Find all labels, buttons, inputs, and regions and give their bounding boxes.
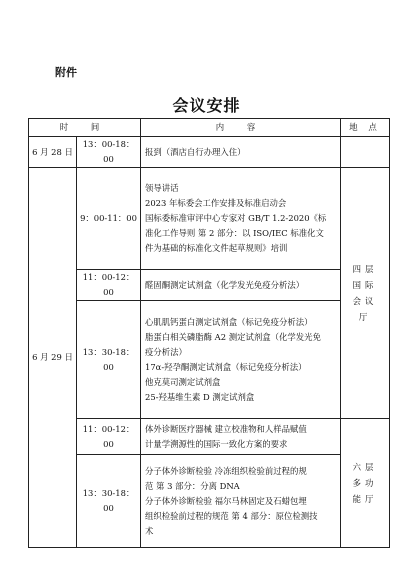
content-cell xyxy=(141,270,341,301)
table-row xyxy=(29,137,390,168)
content-line: 计量学溯源性的国际一致化方案的要求 xyxy=(145,438,288,449)
content-line: 疫分析法） xyxy=(145,346,187,357)
content-line: 国标委标准审评中心专家对 GB/T 1.2-2020《标 xyxy=(145,213,327,223)
content-line: 体外诊断医疗器械 建立校准物和人样品赋值 xyxy=(145,423,307,434)
content-line: 脂蛋白相关磷脂酶 A2 测定试剂盒（化学发光免 xyxy=(145,331,321,342)
time-cell: 11：00-12：00 xyxy=(77,419,141,455)
content-line: 领导讲话 xyxy=(145,183,179,193)
content-line: 分子体外诊断检验 福尔马林固定及石蜡包埋 xyxy=(145,495,307,506)
table-header-row xyxy=(29,119,390,137)
schedule-table xyxy=(28,118,390,548)
content-line: 25-羟基维生素 D 测定试剂盒 xyxy=(145,391,255,402)
place-cell: 六层多功能厅 xyxy=(341,419,390,548)
time-cell: 13：00-18：00 xyxy=(77,137,141,168)
time-cell: 11：00-12：00 xyxy=(77,270,141,301)
page-title: 会议安排 xyxy=(172,96,241,115)
content-line: 术 xyxy=(145,525,154,536)
content-line: 17α-羟孕酮测定试剂盒（标记免疫分析法） xyxy=(145,361,307,372)
content-line: 他克莫司测定试剂盒 xyxy=(145,376,221,387)
content-line: 件为基础的标准化文件起草规则》培训 xyxy=(145,243,288,253)
content-line: 范 第 3 部分：分离 DNA xyxy=(145,480,240,491)
content-line: 组织检验前过程的规范 第 4 部分：原位检测技 xyxy=(145,510,318,521)
content-line: 分子体外诊断检验 冷冻组织检验前过程的规 xyxy=(145,465,307,476)
content-line: 2023 年标委会工作安排及标准启动会 xyxy=(145,198,287,208)
table-row xyxy=(29,455,390,548)
time-cell: 13：30-18：00 xyxy=(77,455,141,548)
content-cell xyxy=(141,301,341,419)
header-place: 地 点 xyxy=(341,119,390,137)
header-content: 内 容 xyxy=(141,119,341,137)
table-row xyxy=(29,419,390,455)
header-time: 时 间 xyxy=(29,119,141,137)
content-cell xyxy=(141,137,341,168)
attachment-label: 附件 xyxy=(55,66,77,79)
table-row xyxy=(29,270,390,301)
time-cell: 9：00-11：00 xyxy=(77,168,141,270)
place-cell: 四层国际会议厅 xyxy=(341,168,390,419)
content-line: 心肌肌钙蛋白测定试剂盒（标记免疫分析法） xyxy=(145,316,313,327)
time-cell: 13：30-18：00 xyxy=(77,301,141,419)
content-cell xyxy=(141,419,341,455)
content-line: 报到（酒店自行办理入住） xyxy=(145,146,246,157)
content-line: 醛固酮测定试剂盒（化学发光免疫分析法） xyxy=(145,279,305,290)
content-cell xyxy=(141,455,341,548)
table-row xyxy=(29,168,390,270)
date-cell: 6 月 29 日 xyxy=(29,168,77,548)
date-cell: 6 月 28 日 xyxy=(29,137,77,168)
content-cell xyxy=(141,168,341,270)
table-row xyxy=(29,301,390,419)
place-cell-empty xyxy=(341,137,390,168)
content-line: 准化工作导则 第 2 部分：以 ISO/IEC 标准化文 xyxy=(145,228,324,238)
